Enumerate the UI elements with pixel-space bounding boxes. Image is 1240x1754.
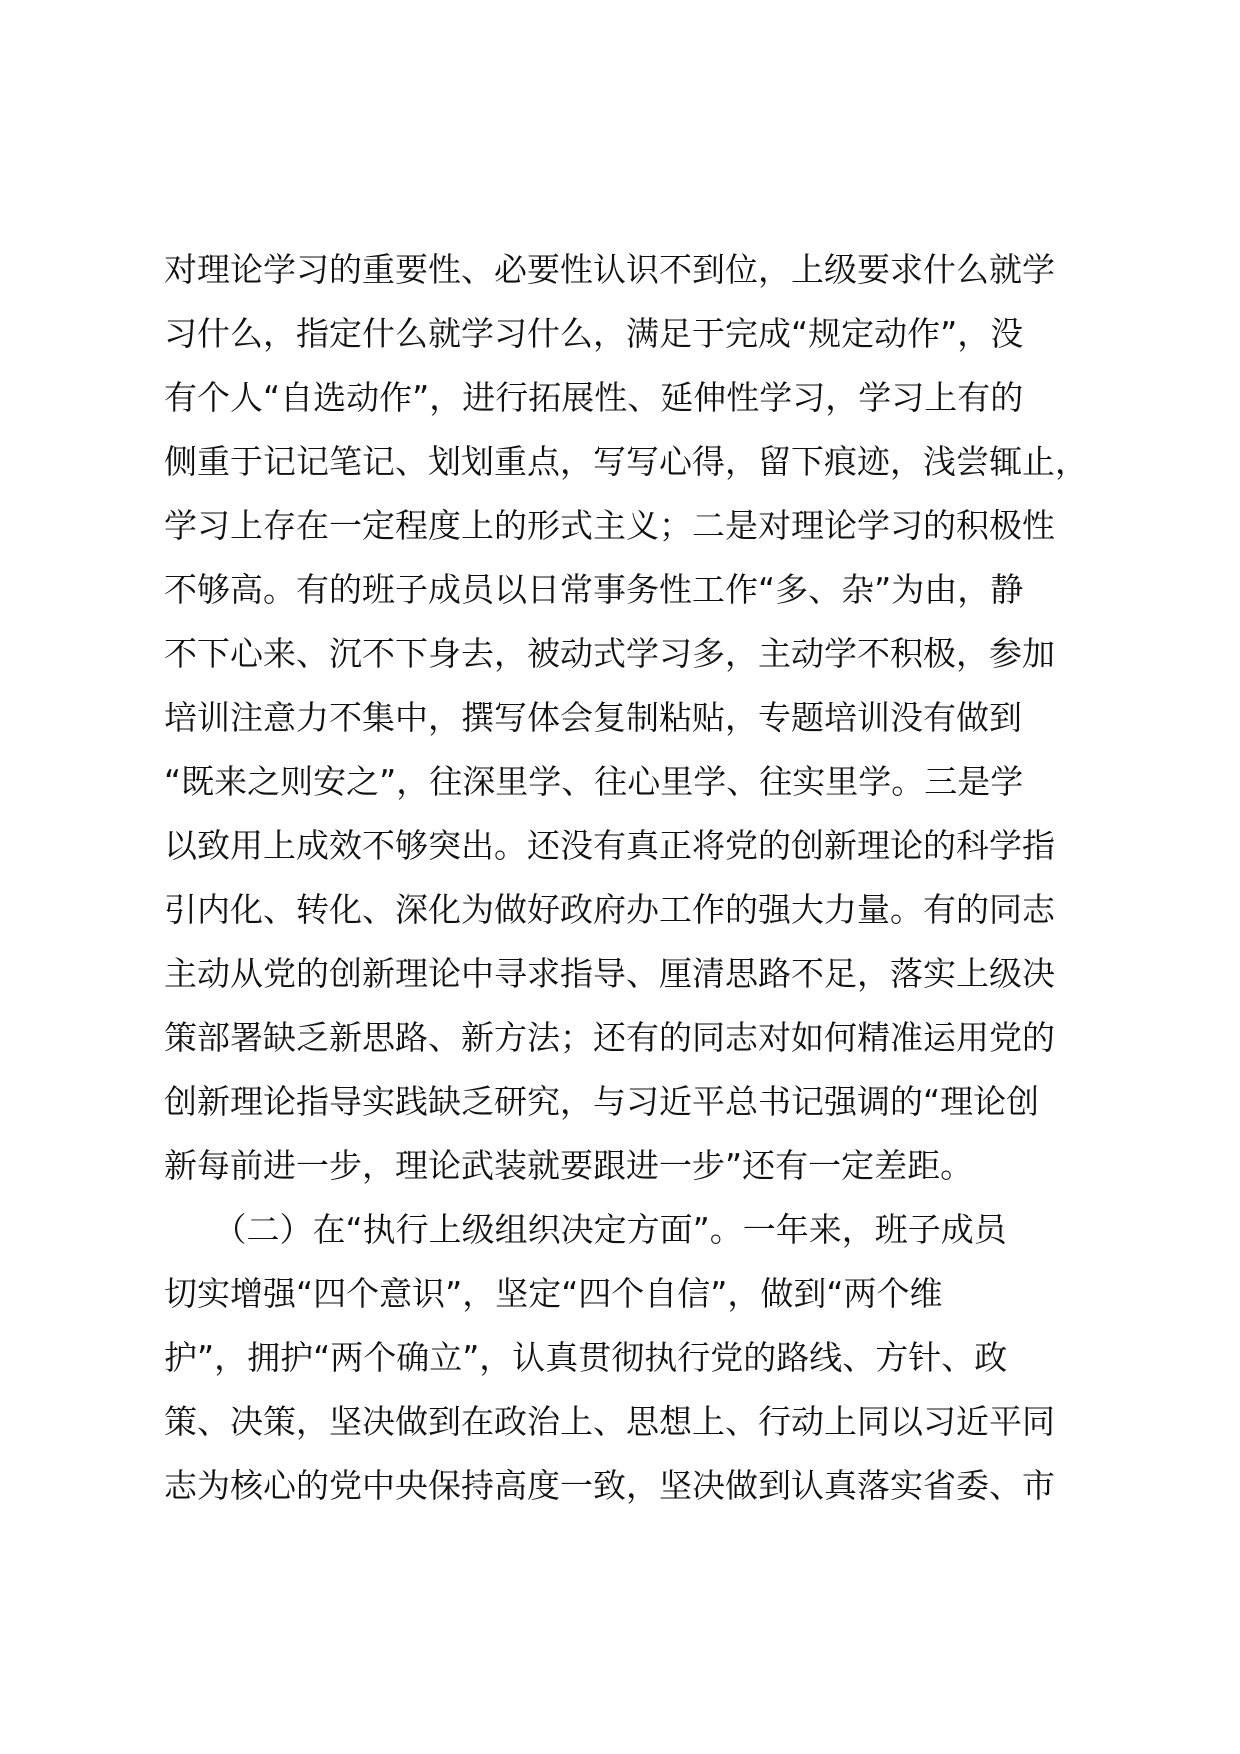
text-line: 习什么，指定什么就学习什么，满足于完成“规定动作”，没 bbox=[164, 314, 1024, 353]
text-line: 策部署缺乏新思路、新方法；还有的同志对如何精准运用党的 bbox=[164, 1018, 1055, 1057]
text-line: “既来之则安之”，往深里学、往心里学、往实里学。三是学 bbox=[164, 762, 1024, 801]
text-line: 以致用上成效不够突出。还没有真正将党的创新理论的科学指 bbox=[164, 826, 1055, 865]
text-line: 护”，拥护“两个确立”，认真贯彻执行党的路线、方针、政 bbox=[164, 1338, 1008, 1377]
text-line: 主动从党的创新理论中寻求指导、厘清思路不足，落实上级决 bbox=[164, 954, 1055, 993]
text-line: 培训注意力不集中，撰写体会复制粘贴，专题培训没有做到 bbox=[164, 698, 1022, 737]
text-line: 志为核心的党中央保持高度一致，坚决做到认真落实省委、市 bbox=[164, 1466, 1055, 1505]
text-line: 学习上存在一定程度上的形式主义；二是对理论学习的积极性 bbox=[164, 506, 1055, 545]
section-heading-line: （二）在“执行上级组织决定方面”。一年来，班子成员 bbox=[164, 1210, 1007, 1249]
text-line: 策、决策，坚决做到在政治上、思想上、行动上同以习近平同 bbox=[164, 1402, 1055, 1441]
text-line: 侧重于记记笔记、划划重点，写写心得，留下痕迹，浅尝辄止， bbox=[164, 442, 1088, 481]
text-line: 引内化、转化、深化为做好政府办工作的强大力量。有的同志 bbox=[164, 890, 1055, 929]
text-line: 有个人“自选动作”，进行拓展性、延伸性学习，学习上有的 bbox=[164, 378, 1024, 417]
text-line: 切实增强“四个意识”，坚定“四个自信”，做到“两个维 bbox=[164, 1274, 943, 1313]
body-text bbox=[164, 238, 1124, 1518]
text-line: 不下心来、沉不下身去，被动式学习多，主动学不积极，参加 bbox=[164, 634, 1055, 673]
text-line: 新每前进一步，理论武装就要跟进一步”还有一定差距。 bbox=[164, 1146, 974, 1185]
text-line: 不够高。有的班子成员以日常事务性工作“多、杂”为由，静 bbox=[164, 570, 1024, 609]
text-line: 创新理论指导实践缺乏研究，与习近平总书记强调的“理论创 bbox=[164, 1082, 1040, 1121]
text-line: 对理论学习的重要性、必要性认识不到位，上级要求什么就学 bbox=[164, 250, 1055, 289]
